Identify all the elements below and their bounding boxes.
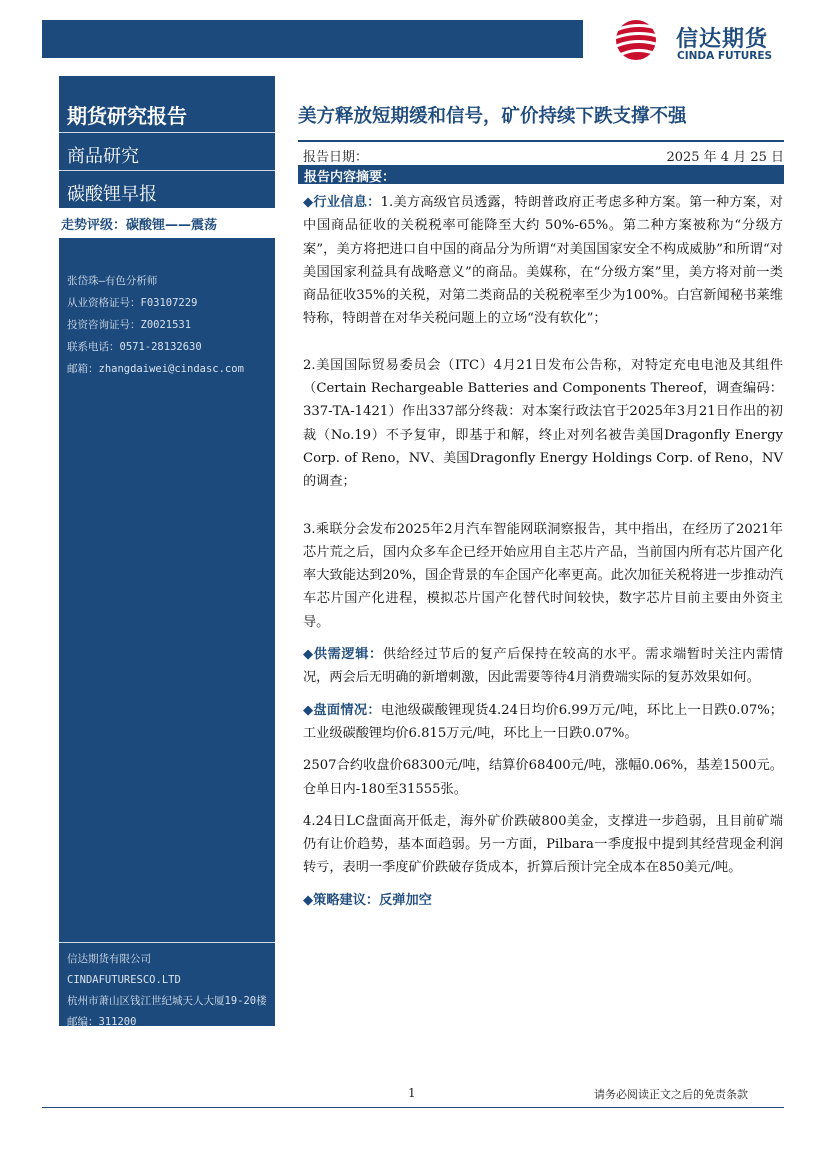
industry-paragraph-3: 3.乘联分会发布2025年2月汽车智能网联洞察报告，其中指出，在经历了2021年芯片荒之后，国内众多车企已经开始应用自主芯片产品，当前国内所有芯片国产化率大致能达到20%，国企背景的车企国产化率更高。此次加征关税将进一步推动汽车芯片国产化进程，模拟芯片国产化替代时间较快，数字芯片目前主要由外资主导。 (303, 521, 783, 630)
market-paragraph-2: 2507合约收盘价68300元/吨，结算价68400元/吨，涨幅0.06%，基差1500元。仓单日内-180至31555张。 (303, 758, 783, 797)
sidebar-divider (59, 170, 275, 171)
title-divider (298, 140, 784, 142)
industry-heading: ◆行业信息： (303, 195, 381, 210)
contact-email[interactable]: 邮箱：zhangdaiwei@cindasc.com (67, 363, 244, 375)
header-bar (42, 20, 583, 58)
industry-paragraph-1 (303, 191, 783, 331)
logo-cn-text: 信达期货 (676, 27, 769, 52)
summary-label: 报告内容摘要： (304, 170, 396, 185)
contact-phone: 联系电话：0571-28132630 (67, 341, 202, 353)
report-category: 商品研究 (67, 146, 139, 167)
supply-heading: ◆供需逻辑： (303, 647, 383, 663)
consulting-number: 投资咨询证号：Z0021531 (67, 319, 192, 331)
cinda-logo-mark-icon (606, 18, 668, 62)
company-logo (606, 14, 796, 64)
sidebar-divider (59, 132, 275, 133)
report-body (303, 191, 783, 912)
market-paragraph-3: 4.24日LC盘面高开低走，海外矿价跌破800美金，支撑进一步趋弱，且目前矿端仍有让价趋势，基本面趋弱。另一方面，Pilbara一季度报中提到其经营现金利润转亏，表明一季度矿价跌破存货成本，折算后预计完全成本在850美元/吨。 (303, 813, 783, 876)
strategy-recommendation: ◆策略建议：反弹加空 (303, 892, 432, 908)
disclaimer-note: 请务必阅读正文之后的免责条款 (594, 1088, 748, 1101)
company-postcode: 邮编：311200 (67, 1016, 137, 1028)
market-text-1: 电池级碳酸锂现货4.24日均价6.99万元/吨，环比上一日跌0.07%；工业级碳酸锂均价6.815万元/吨，环比上一日跌0.07%。 (303, 702, 783, 741)
trend-rating: 走势评级：碳酸锂——震荡 (61, 218, 218, 233)
company-name-en: CINDAFUTURESCO.LTD (67, 974, 181, 986)
analyst-info (67, 270, 244, 380)
sidebar (59, 76, 275, 1026)
report-name: 碳酸锂早报 (67, 184, 157, 205)
market-heading: ◆盘面情况： (303, 702, 381, 718)
company-info (59, 942, 275, 1028)
company-name-cn: 信达期货有限公司 (67, 953, 151, 965)
supply-paragraph (303, 643, 783, 690)
footer-divider (42, 1107, 784, 1108)
summary-header (298, 165, 784, 184)
report-date: 2025 年 4 月 25 日 (666, 150, 784, 165)
rating-box (59, 208, 275, 238)
date-label: 报告日期： (303, 150, 369, 165)
company-address: 杭州市萧山区钱江世纪城天人大厦19-20楼 (67, 995, 267, 1007)
qualification-number: 从业资格证号：F03107229 (67, 297, 198, 309)
page-number: 1 (408, 1086, 416, 1100)
industry-paragraph-2: 2.美国国际贸易委员会（ITC）4月21日发布公告称，对特定充电电池及其组件（Certain Rechargeable Batteries and Components Thereof，调查编码：337-TA-1421）作出337部分终裁：对本案行政法官于2025年3月21日作出的初裁（No.19）不予复审，即基于和解，终止对列名被告美国Dragonfly Energy Corp. of Reno，NV、美国Dragonfly Energy Holdings Corp. of Reno，NV的调查； (303, 357, 783, 490)
market-paragraph-1 (303, 699, 783, 746)
report-type: 期货研究报告 (67, 104, 187, 128)
industry-text-1: 1.美方高级官员透露，特朗普政府正考虑多种方案。第一种方案，对中国商品征收的关税税率可能降至大约 50%-65%。第二种方案被称为“分级方案”，美方将把进口自中国的商品分为所谓“对美国国家安全不构成威胁”和所谓“对美国国家利益具有战略意义”的商品。美媒称，在“分级方案”里，美方将对前一类商品征收35%的关税，对第二类商品的关税税率至少为100%。白宫新闻秘书莱维特称，特朗普在对华关税问题上的立场“没有软化”； (303, 195, 783, 327)
analyst-name: 张岱珠—有色分析师 (67, 275, 158, 287)
report-title: 美方释放短期缓和信号，矿价持续下跌支撑不强 (298, 106, 687, 127)
logo-en-text: CINDA FUTURES (677, 50, 773, 62)
supply-text: 供给经过节后的复产后保持在较高的水平。需求端暂时关注内需情况，两会后无明确的新增刺激，因此需要等待4月消费端实际的复苏效果如何。 (303, 647, 783, 686)
